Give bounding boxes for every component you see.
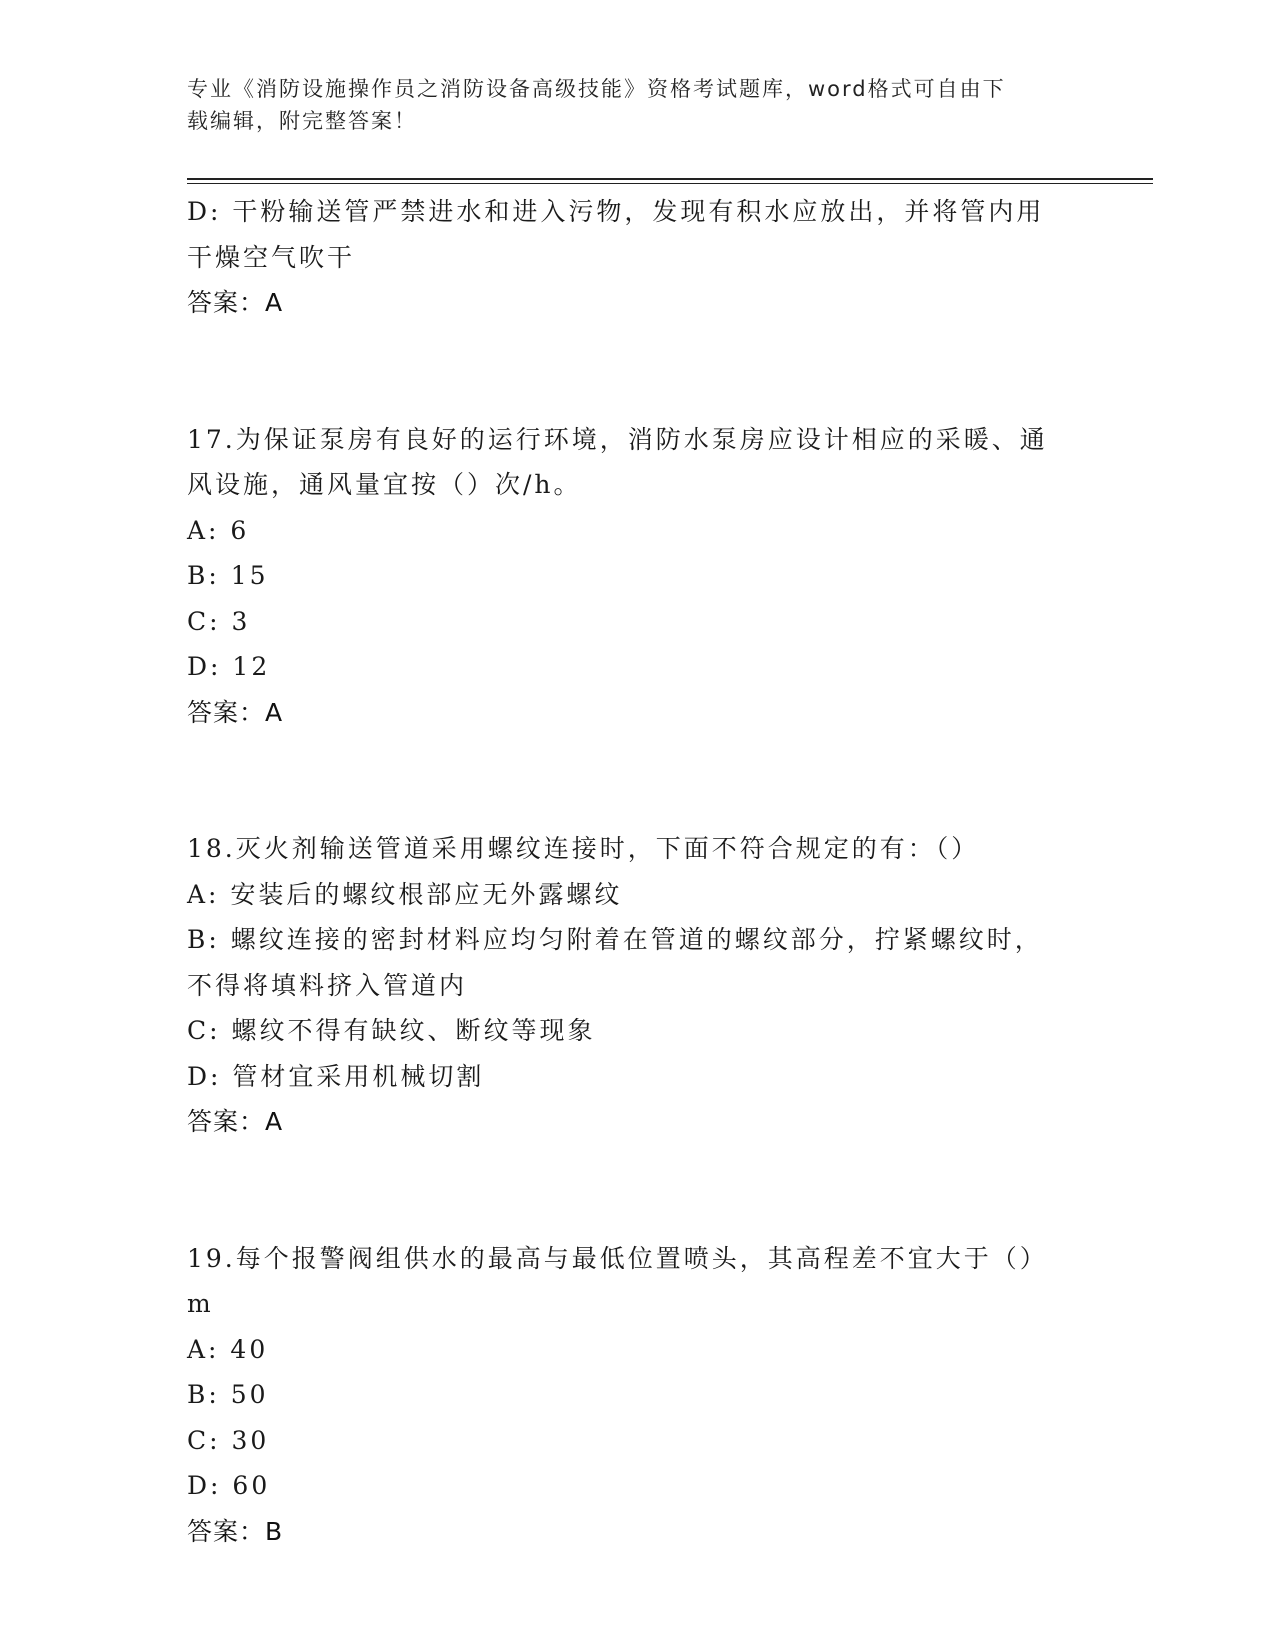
- question-stem-line-1: 19.每个报警阀组供水的最高与最低位置喷头，其高程差不宜大于（）: [187, 1243, 1048, 1273]
- option-b: B: 15: [187, 561, 269, 590]
- header-title-line-2: 载编辑，附完整答案！: [187, 109, 417, 133]
- document-header: [187, 73, 1067, 137]
- question-stem-line-2: m: [187, 1289, 214, 1318]
- question-spacer: [187, 326, 1067, 417]
- question-spacer: [187, 735, 1067, 826]
- option-b-line-2: 不得将填料挤入管道内: [187, 970, 468, 1000]
- question-stem-line-1: 18.灭火剂输送管道采用螺纹连接时，下面不符合规定的有：（）: [187, 834, 980, 863]
- question-spacer: [187, 1145, 1067, 1236]
- question-stem-line-2: 风设施，通风量宜按（）次/h。: [187, 470, 582, 499]
- answer-line: 答案：A: [187, 697, 284, 727]
- question-list: [187, 189, 1067, 1554]
- header-title-line-1: 专业《消防设施操作员之消防设备高级技能》资格考试题库，word格式可自由下: [187, 77, 1006, 101]
- answer-line: 答案：A: [187, 1107, 284, 1136]
- option-a: A: 安装后的螺纹根部应无外露螺纹: [187, 879, 623, 909]
- question-16-tail: [187, 189, 1067, 326]
- option-b-line-1: B: 螺纹连接的密封材料应均匀附着在管道的螺纹部分，拧紧螺纹时，: [187, 925, 1043, 954]
- option-d-line-2: 干燥空气吹干: [187, 242, 356, 272]
- answer-line: 答案：B: [187, 1516, 284, 1546]
- question-stem-line-1: 17.为保证泵房有良好的运行环境，消防水泵房应设计相应的采暖、通: [187, 424, 1048, 454]
- question-19: [187, 1236, 1067, 1555]
- option-d: D: 60: [187, 1471, 271, 1500]
- option-b: B: 50: [187, 1380, 269, 1409]
- option-a: A: 6: [187, 515, 250, 545]
- question-17: [187, 417, 1067, 736]
- option-d-line-1: D: 干粉输送管严禁进水和进入污物，发现有积水应放出，并将管内用: [187, 197, 1045, 226]
- question-18: [187, 826, 1067, 1145]
- option-a: A: 40: [187, 1334, 269, 1364]
- option-d: D: 12: [187, 652, 271, 681]
- answer-line: 答案：A: [187, 288, 284, 317]
- option-c: C: 30: [187, 1425, 270, 1455]
- header-divider-thin: [187, 183, 1153, 184]
- header-divider-thick: [187, 178, 1153, 180]
- option-c: C: 3: [187, 606, 251, 636]
- option-c: C: 螺纹不得有缺纹、断纹等现象: [187, 1016, 596, 1045]
- option-d: D: 管材宜采用机械切割: [187, 1061, 485, 1091]
